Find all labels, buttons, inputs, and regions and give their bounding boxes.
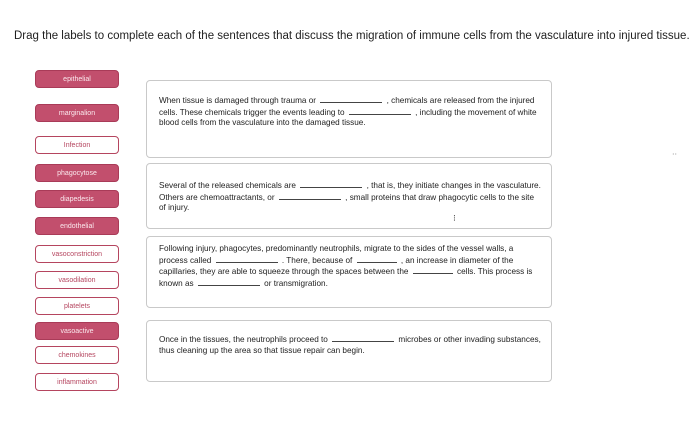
drop-target-4a[interactable] [332,334,394,342]
drag-label-platelets[interactable]: platelets [35,297,119,315]
drag-label-diapedesis[interactable]: diapedesis [35,190,119,208]
sentence-3-part-5: or transmigration. [264,278,328,288]
drag-label-vasoactive[interactable]: vasoactive [35,322,119,340]
cursor-marker-icon: ⋅⋅ [672,150,678,159]
sentence-4-part-1: Once in the tissues, the neutrophils proceed to [159,335,328,344]
drag-label-vasodilation[interactable]: vasodilation [35,271,119,289]
drag-label-infection[interactable]: Infection [35,136,119,154]
sentence-1-part-1: When tissue is damaged through trauma or [159,96,317,105]
sentence-4-text [159,334,543,356]
drop-target-2a[interactable] [300,180,362,188]
sentence-box-4 [146,320,552,382]
sentence-2-text [159,180,543,214]
drop-target-1a[interactable] [320,95,382,103]
sentence-3-part-4: cells. This process is known as [159,267,533,288]
sentence-1-text [159,95,543,129]
drop-target-1b[interactable] [349,107,411,115]
sentence-box-2 [146,163,552,229]
drop-target-3b[interactable] [357,255,397,263]
sentence-3-part-1: Following injury, phagocytes, predominantly neutrophils, migrate to the sides of the vessel walls, a process called [159,244,514,265]
drop-target-2b[interactable] [279,192,341,200]
sentence-4-part-2: microbes or other invading substances, thus cleaning up the area so that tissue repair can begin. [159,335,541,355]
sentence-3-text [159,244,543,289]
sentence-1-part-3: , including the movement of white blood cells from the vasculature into the damaged tissue. [159,107,537,127]
drag-label-phagocytose[interactable]: phagocytose [35,164,119,182]
instructions-text: Drag the labels to complete each of the sentences that discuss the migration of immune cells from the vasculature into injured tissue. [14,30,690,42]
drop-indicator-icon: ⁝ [453,213,456,223]
sentence-2-part-2: , that is, they initiate changes in the vasculature. Others are chemoattractants, or [159,181,541,202]
sentence-2-part-3: , small proteins that draw phagocytic cells to the site of injury. [159,192,535,212]
drag-label-epithelial[interactable]: epithelial [35,70,119,88]
sentence-3-part-2: . There, because of [281,255,353,265]
drag-label-vasoconstriction[interactable]: vasoconstriction [35,245,119,263]
drop-target-3c[interactable] [413,266,453,274]
drop-target-3a[interactable] [216,255,278,263]
drag-label-chemokines[interactable]: chemokines [35,346,119,364]
drag-label-endothelial[interactable]: endothelial [35,217,119,235]
sentence-3-part-3: , an increase in diameter of the capillaries, they are able to squeeze through the spaces between the [159,255,514,276]
sentence-2-part-1: Several of the released chemicals are [159,181,296,190]
sentence-box-3 [146,236,552,308]
sentence-1-part-2: , chemicals are released from the injured cells. These chemicals trigger the events leading to [159,96,535,117]
drop-target-3d[interactable] [198,278,260,286]
drag-label-marginalion[interactable]: marginalion [35,104,119,122]
sentence-box-1 [146,80,552,158]
drag-label-inflammation[interactable]: inflammation [35,373,119,391]
